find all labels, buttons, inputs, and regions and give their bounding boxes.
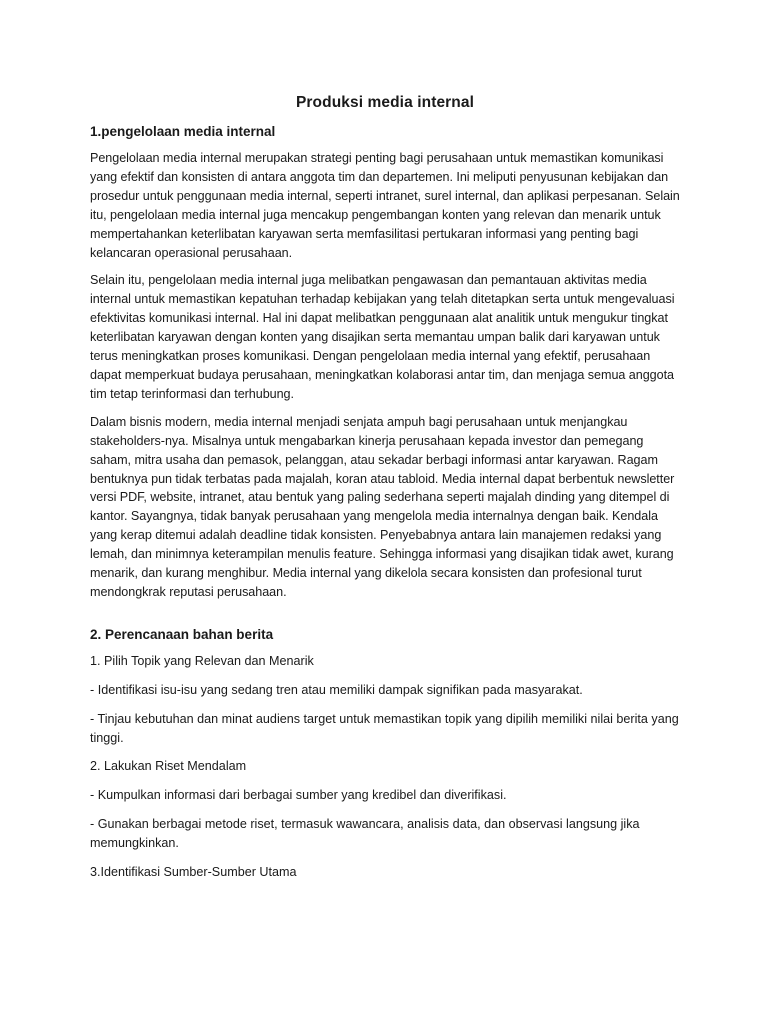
section-2-heading: 2. Perencanaan bahan berita — [90, 626, 274, 642]
section-1-paragraph-1: Pengelolaan media internal merupakan strategi penting bagi perusahaan untuk memastikan komunikasi yang efektif dan konsisten di antara anggota tim dan departemen. Ini meliputi penyusunan kebijakan dan prosedur untuk penggunaan media internal, seperti intranet, surel internal, dan aplikasi perpesanan. Selain itu, pengelolaan media internal juga mencakup pengembangan konten yang relevan dan menarik untuk mempertahankan keterlibatan karyawan serta memfasilitasi pertukaran informasi yang penting bagi kelancaran operasional perusahaan. — [90, 151, 680, 260]
list-item: - Tinjau kebutuhan dan minat audiens target untuk memastikan topik yang dipilih memiliki nilai berita yang tinggi. — [90, 711, 679, 745]
section-spacer — [90, 611, 680, 627]
document-title: Produksi media internal — [295, 94, 474, 111]
list-item: - Identifikasi isu-isu yang sedang tren atau memiliki dampak signifikan pada masyarakat. — [90, 682, 583, 697]
list-item: 3.Identifikasi Sumber-Sumber Utama — [90, 865, 297, 880]
list-item: - Kumpulkan informasi dari berbagai sumber yang kredibel dan diverifikasi. — [90, 788, 507, 803]
list-item: 2. Lakukan Riset Mendalam — [90, 759, 247, 774]
list-item: - Gunakan berbagai metode riset, termasuk wawancara, analisis data, dan observasi langsung jika memungkinkan. — [90, 817, 640, 851]
section-1-paragraph-3: Dalam bisnis modern, media internal menjadi senjata ampuh bagi perusahaan untuk menjangkau stakeholders-nya. Misalnya untuk mengabarkan kinerja perusahaan kepada investor dan pemegang saham, mitra usaha dan pemasok, pelanggan, atau sekadar berbagi informasi antar karyawan. Ragam bentuknya pun tidak terbatas pada majalah, koran atau tabloid. Media internal dapat berbentuk newsletter versi PDF, website, intranet, atau bentuk yang paling sederhana seperti majalah dinding yang ditempel di kantor. Sayangnya, tidak banyak perusahaan yang mengelola media internalnya dengan baik. Kendala yang kerap ditemui adalah deadline tidak konsisten. Penyebabnya antara lain manajemen redaksi yang lemah, dan minimnya keterampilan menulis feature. Sehingga informasi yang disajikan tidak awet, kurang menarik, dan kurang menghibur. Media internal yang dikelola secara konsisten dan profesional turut mendongkrak reputasi perusahaan. — [90, 414, 675, 599]
section-1-paragraph-2: Selain itu, pengelolaan media internal juga melibatkan pengawasan dan pemantauan aktivitas media internal untuk memastikan kepatuhan terhadap kebijakan yang telah ditetapkan serta untuk mengevaluasi efektivitas komunikasi internal. Hal ini dapat melibatkan penggunaan alat analitik untuk mengukur tingkat keterlibatan karyawan dengan konten yang disajikan serta memantau umpan balik dari karyawan untuk terus meningkatkan proses komunikasi. Dengan pengelolaan media internal yang efektif, perusahaan dapat memperkuat budaya perusahaan, meningkatkan kolaborasi antar tim, dan menjaga semua anggota tim tetap terinformasi dan terhubung. — [90, 273, 675, 401]
section-1-heading: 1.pengelolaan media internal — [90, 124, 276, 139]
list-item: 1. Pilih Topik yang Relevan dan Menarik — [90, 653, 314, 668]
